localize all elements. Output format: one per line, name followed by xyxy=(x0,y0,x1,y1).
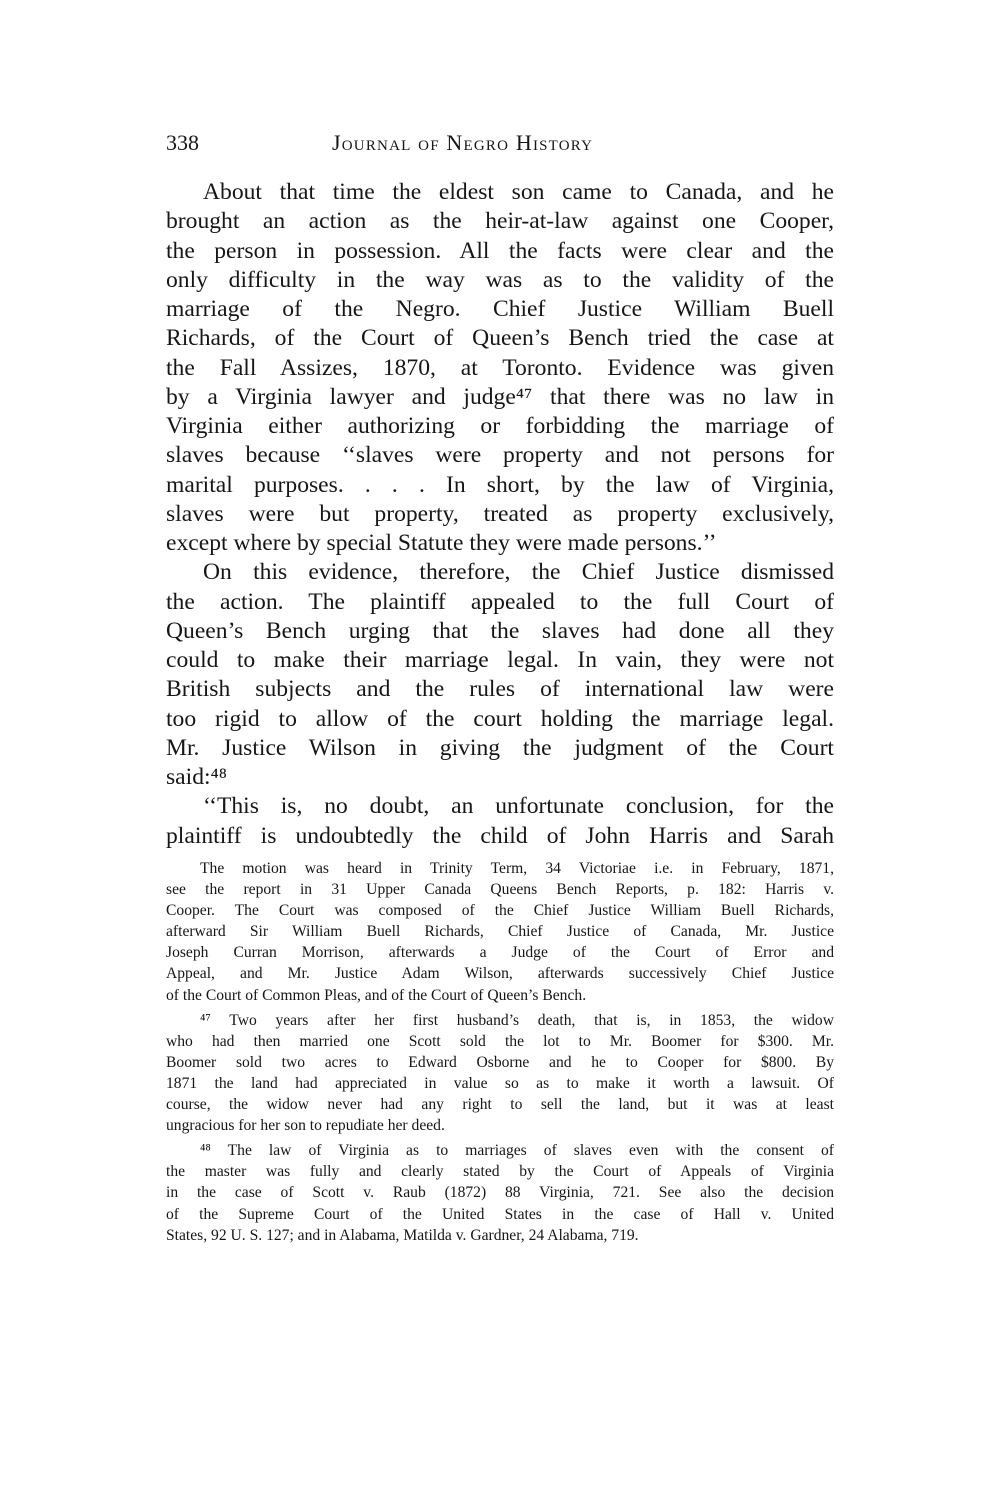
footnote-line: Cooper. The Court was composed of the Chief Justice William Buell Richards, xyxy=(166,902,834,920)
footnote-48-line: States, 92 U. S. 127; and in Alabama, Matilda v. Gardner, 24 Alabama, 719. xyxy=(166,1226,639,1244)
page-number: 338 xyxy=(166,130,199,155)
footnote-47-line: 1871 the land had appreciated in value so as to make it worth a lawsuit. Of xyxy=(166,1074,834,1092)
body-line: Mr. Justice Wilson in giving the judgment of the Court xyxy=(166,734,834,761)
footnote-47-line: ⁴⁷ Two years after her first husband’s death, that is, in 1853, the widow xyxy=(200,1011,834,1029)
body-line: Virginia either authorizing or forbidding the marriage of xyxy=(166,413,834,439)
body-line: marriage of the Negro. Chief Justice William Buell xyxy=(166,296,834,322)
body-line: the action. The plaintiff appealed to the full Court of xyxy=(166,588,834,615)
footnote-48-line: the master was fully and clearly stated by the Court of Appeals of Virginia xyxy=(166,1163,834,1181)
body-line: could to make their marriage legal. In vain, they were not xyxy=(166,647,834,673)
footnotes xyxy=(166,858,834,1246)
footnote-47-line: who had then married one Scott sold the lot to Mr. Boomer for $300. Mr. xyxy=(166,1032,834,1050)
body-line: ‘‘This is, no doubt, an unfortunate conclusion, for the xyxy=(203,793,834,820)
footnote-48-line: of the Supreme Court of the United States in the case of Hall v. United xyxy=(166,1205,834,1223)
footnote-line: see the report in 31 Upper Canada Queens Bench Reports, p. 182: Harris v. xyxy=(166,881,834,899)
footnote-47-line: course, the widow never had any right to sell the land, but it was at least xyxy=(166,1096,834,1114)
body-text xyxy=(166,178,834,851)
body-line: only difficulty in the way was as to the validity of the xyxy=(166,266,834,293)
body-line: slaves because ‘‘slaves were property and not persons for xyxy=(166,442,834,469)
body-line: by a Virginia lawyer and judge⁴⁷ that there was no law in xyxy=(166,383,834,410)
footnote-48-line: ⁴⁸ The law of Virginia as to marriages of slaves even with the consent of xyxy=(200,1142,834,1160)
body-line: the Fall Assizes, 1870, at Toronto. Evidence was given xyxy=(166,354,834,381)
body-line: plaintiff is undoubtedly the child of John Harris and Sarah xyxy=(166,822,834,849)
footnote-48-line: in the case of Scott v. Raub (1872) 88 Virginia, 721. See also the decision xyxy=(166,1184,834,1202)
body-line: British subjects and the rules of international law were xyxy=(166,676,834,703)
body-line: said:⁴⁸ xyxy=(166,764,228,790)
body-line: slaves were but property, treated as property exclusively, xyxy=(166,500,834,527)
footnote-line: The motion was heard in Trinity Term, 34 Victoriae i.e. in February, 1871, xyxy=(200,860,834,877)
body-line: the person in possession. All the facts were clear and the xyxy=(166,237,834,264)
footnote-47-line: Boomer sold two acres to Edward Osborne and he to Cooper for $800. By xyxy=(166,1053,834,1071)
body-line: Richards, of the Court of Queen’s Bench tried the case at xyxy=(166,325,834,352)
footnote-line: Appeal, and Mr. Justice Adam Wilson, afterwards successively Chief Justice xyxy=(166,965,834,983)
body-line: except where by special Statute they were made persons.’’ xyxy=(166,530,717,556)
body-line: About that time the eldest son came to Canada, and he xyxy=(203,179,834,205)
running-head xyxy=(166,128,834,160)
footnote-line: of the Court of Common Pleas, and of the Court of Queen’s Bench. xyxy=(166,986,587,1004)
footnote-line: afterward Sir William Buell Richards, Chief Justice of Canada, Mr. Justice xyxy=(166,923,834,941)
body-line: Queen’s Bench urging that the slaves had done all they xyxy=(166,617,834,644)
footnote-47-line: ungracious for her son to repudiate her deed. xyxy=(166,1117,445,1135)
body-line: brought an action as the heir-at-law against one Cooper, xyxy=(166,208,834,235)
footnote-line: Joseph Curran Morrison, afterwards a Judge of the Court of Error and xyxy=(166,944,834,962)
body-line: too rigid to allow of the court holding the marriage legal. xyxy=(166,705,834,732)
body-line: On this evidence, therefore, the Chief Justice dismissed xyxy=(203,559,834,586)
journal-title: Journal of Negro History xyxy=(332,130,594,155)
body-line: marital purposes. . . . In short, by the law of Virginia, xyxy=(166,471,834,498)
